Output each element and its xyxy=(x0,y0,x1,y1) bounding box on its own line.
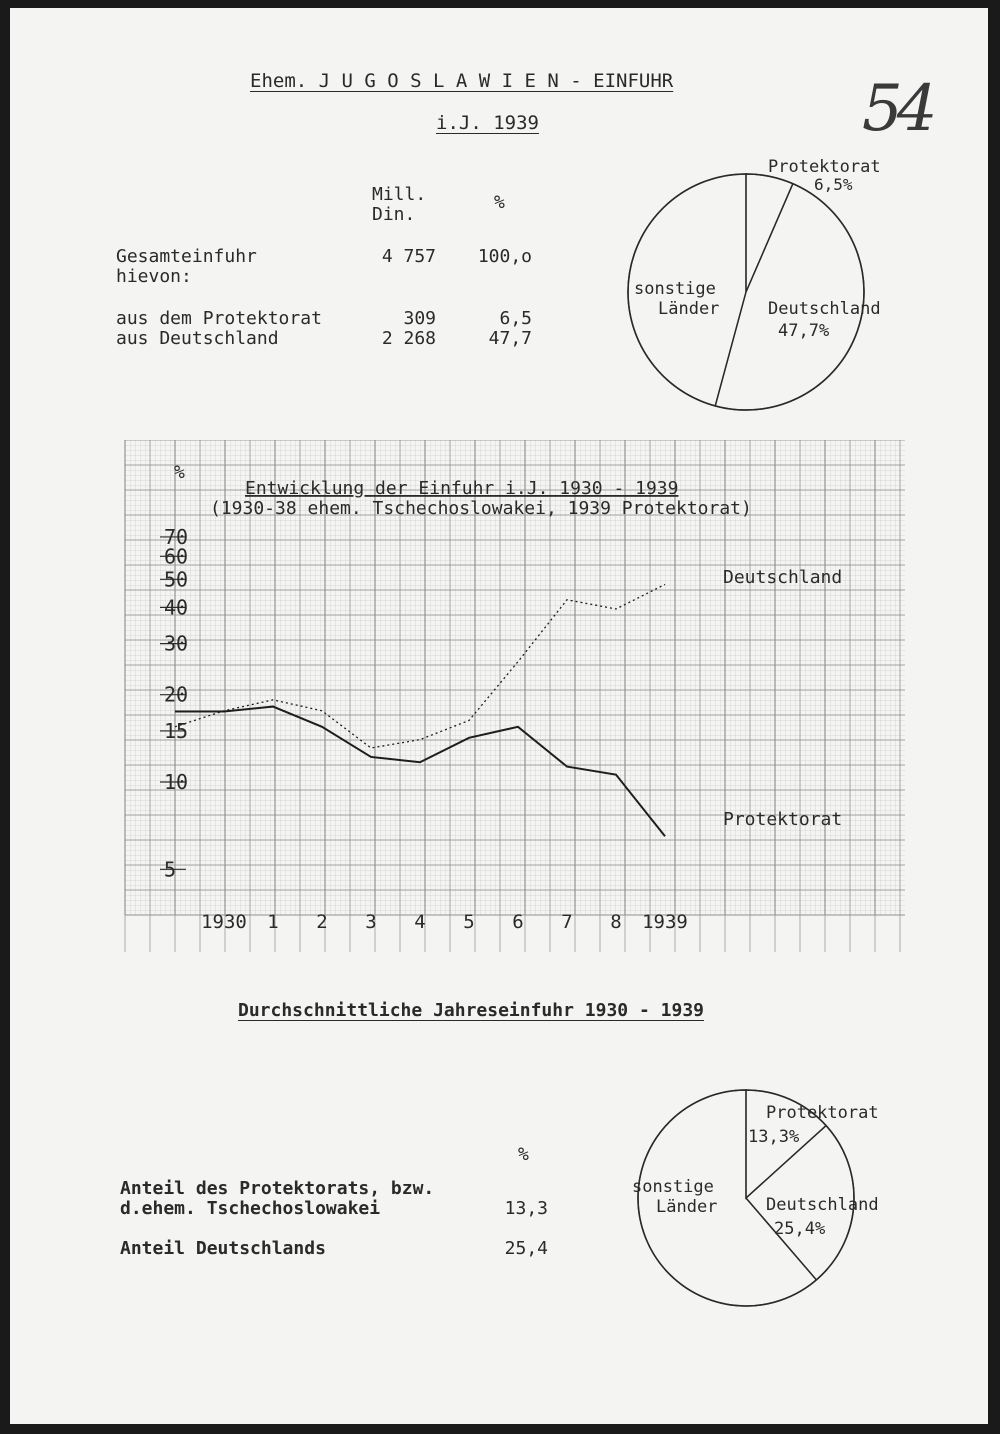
handwritten-page-number: 54 xyxy=(862,72,932,146)
x-tick-label: 3 xyxy=(365,911,377,933)
x-tick-label: 4 xyxy=(414,911,426,933)
pie1-label-protektorat-pct: 6,5% xyxy=(814,175,853,194)
y-tick-label: 60 xyxy=(164,544,189,569)
x-tick-label: 7 xyxy=(561,911,573,933)
section2-title: Durchschnittliche Jahreseinfuhr 1930 - 1939 xyxy=(238,1000,704,1021)
y-axis-unit: % xyxy=(174,462,185,483)
pie1-label-deutschland-pct: 47,7% xyxy=(778,321,830,341)
pie2-label-sonstige-2: Länder xyxy=(656,1197,718,1217)
section2-row-pct: 25,4 xyxy=(504,1238,548,1259)
y-tick-label: 40 xyxy=(164,595,189,620)
pie1-label-deutschland: Deutschland xyxy=(768,299,881,319)
table1-row-pct: 100,o xyxy=(477,246,532,267)
line-chart-subtitle: (1930-38 ehem. Tschechoslowakei, 1939 Protektorat) xyxy=(210,498,752,519)
table1-row-label: aus Deutschland xyxy=(116,328,279,349)
y-tick-label: 10 xyxy=(164,770,189,794)
document-subtitle: i.J. 1939 xyxy=(436,112,539,134)
x-tick-label: 1 xyxy=(267,911,279,933)
series-label-protektorat: Protektorat xyxy=(723,809,843,830)
pie2-label-deutschland-pct: 25,4% xyxy=(774,1219,826,1239)
pie2-label-sonstige-1: sonstige xyxy=(632,1177,714,1197)
pie1-label-protektorat: Protektorat xyxy=(768,157,881,177)
col-header-value-2: Din. xyxy=(372,204,416,225)
y-tick-label: 50 xyxy=(164,567,189,592)
pie1-label-sonstige-1: sonstige xyxy=(634,279,716,299)
section2-row-pct: 13,3 xyxy=(504,1198,548,1219)
section2-pct-header: % xyxy=(518,1144,529,1165)
y-tick-label: 30 xyxy=(164,631,189,656)
pie-slice-deutschland xyxy=(715,184,864,410)
y-tick-label: 70 xyxy=(164,524,189,549)
x-tick-label: 8 xyxy=(610,911,622,933)
series-label-deutschland: Deutschland xyxy=(723,567,843,588)
table1-row-value: 2 268 xyxy=(381,328,436,349)
x-tick-label: 1939 xyxy=(642,911,688,933)
x-tick-label: 6 xyxy=(512,911,524,933)
pie-chart-average-1930-1939 xyxy=(600,1080,920,1330)
pie1-label-sonstige-2: Länder xyxy=(658,299,720,319)
x-tick-label: 5 xyxy=(463,911,475,933)
pie2-label-protektorat: Protektorat xyxy=(766,1103,879,1123)
table1-row-label: Gesamteinfuhr xyxy=(116,246,257,267)
y-tick-label: 15 xyxy=(164,718,189,743)
pie2-label-deutschland: Deutschland xyxy=(766,1195,879,1215)
table1-row-label: hievon: xyxy=(116,266,192,287)
x-tick-label: 1930 xyxy=(201,911,247,933)
table1-row-pct: 6,5 xyxy=(499,308,532,329)
col-header-pct: % xyxy=(494,192,505,213)
y-tick-label: 20 xyxy=(164,682,189,707)
section2-row-label: Anteil des Protektorats, bzw. xyxy=(120,1178,435,1199)
table1-row-pct: 47,7 xyxy=(488,328,532,349)
pie2-label-protektorat-pct: 13,3% xyxy=(748,1127,800,1147)
x-tick-label: 2 xyxy=(316,911,328,933)
y-tick-label: 5 xyxy=(164,857,177,882)
pie-chart-1939 xyxy=(600,150,920,420)
col-header-value-1: Mill. xyxy=(372,184,427,205)
document-title: Ehem. J U G O S L A W I E N - EINFUHR xyxy=(250,70,674,92)
table1-row-value: 309 xyxy=(403,308,436,329)
section2-row-label: Anteil Deutschlands xyxy=(120,1238,326,1259)
import-development-line-chart xyxy=(120,440,910,960)
section2-row-label: d.ehem. Tschechoslowakei xyxy=(120,1198,381,1219)
table1-row-value: 4 757 xyxy=(381,246,436,267)
line-chart-title: Entwicklung der Einfuhr i.J. 1930 - 1939 xyxy=(245,478,679,499)
table1-row-label: aus dem Protektorat xyxy=(116,308,322,329)
